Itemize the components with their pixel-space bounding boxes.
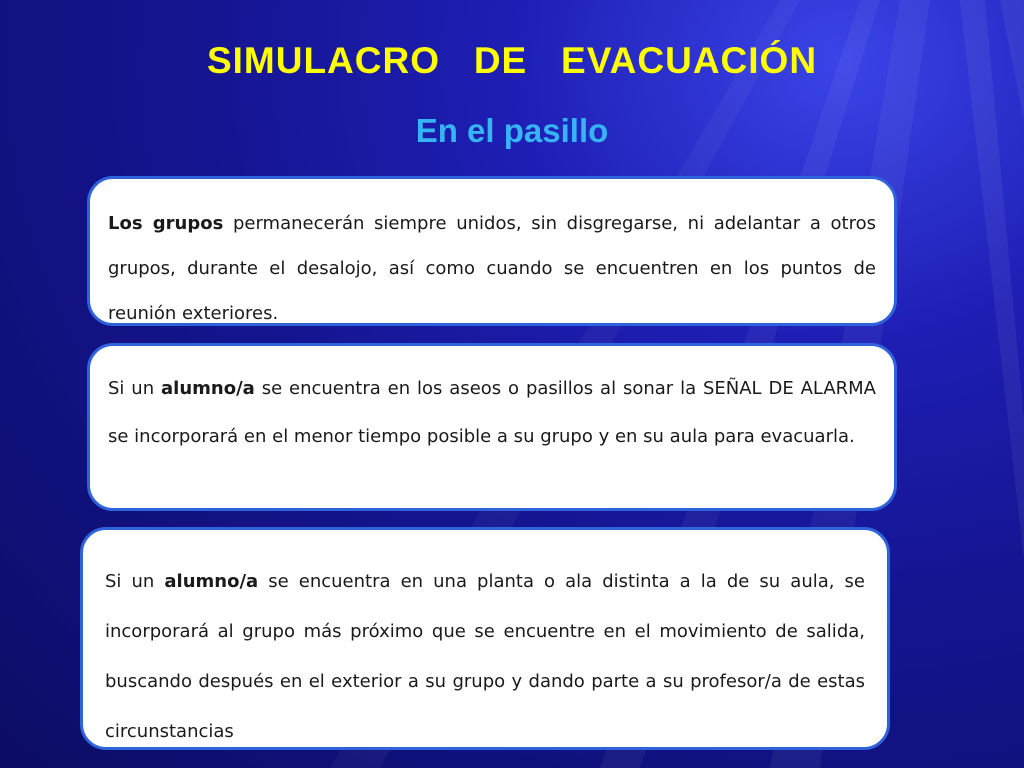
body-text: se encuentra en los aseos o pasillos al sonar la SEÑAL DE ALARMA se incorporará en el menor tiempo posible a su grupo y en su aula para evacuarla. bbox=[108, 378, 876, 447]
info-box-text bbox=[108, 365, 876, 461]
info-box-groups bbox=[87, 176, 897, 326]
bold-term: alumno/a bbox=[161, 378, 255, 399]
lead-text: Si un bbox=[108, 378, 162, 399]
slide-title: SIMULACRO DE EVACUACIÓN bbox=[206, 40, 818, 81]
info-box-other-floor bbox=[80, 527, 890, 750]
bold-term: Los grupos bbox=[108, 213, 224, 234]
info-box-text bbox=[108, 201, 876, 336]
info-box-text bbox=[105, 557, 865, 757]
body-text: se encuentra en una planta o ala distinta a la de su aula, se incorporará al grupo más próximo que se encuentre en el movimiento de salida, buscando después en el exterior a su grupo y dando parte a su profesor/a de estas circunstancias bbox=[105, 571, 865, 742]
body-text: permanecerán siempre unidos, sin disgregarse, ni adelantar a otros grupos, durante el desalojo, así como cuando se encuentren en los puntos de reunión exteriores. bbox=[108, 213, 876, 324]
slide-subtitle: En el pasillo bbox=[415, 112, 609, 149]
bold-term: alumno/a bbox=[164, 571, 259, 592]
lead-text: Si un bbox=[105, 571, 165, 592]
info-box-toilets-corridors bbox=[87, 343, 897, 511]
